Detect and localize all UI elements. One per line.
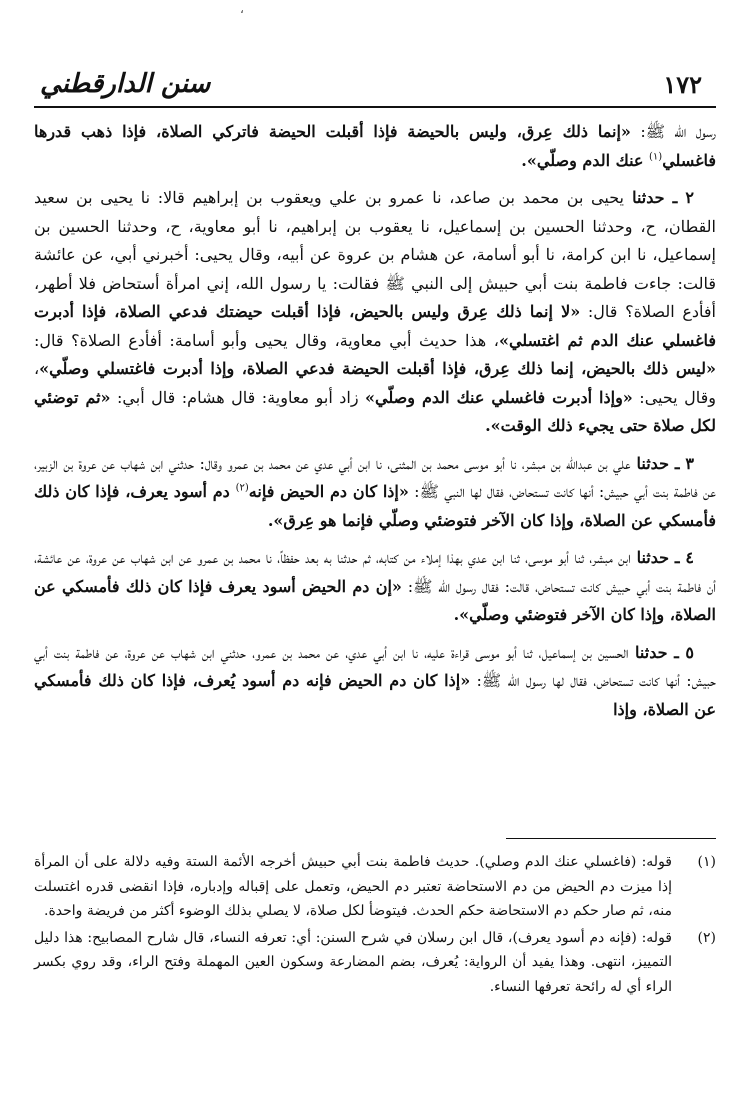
text-segment: ، هذا حديث أبي معاوية، وقال يحيى وأبو أسامة: أفأدع الصلاة؟ قال:	[34, 330, 499, 350]
footnote-ref: (٢)	[235, 482, 249, 494]
paragraph	[34, 118, 716, 175]
bold-text: «إن دم الحيض أسود يعرف فإذا كان ذلك فأمسكي عن الصلاة، وإذا كان الآخر فتوضئي وصلّي».	[34, 576, 716, 624]
page-header	[34, 62, 716, 108]
footnote-number: (٢)	[697, 929, 716, 946]
text-segment: ابن مبشر، ثنا أبو موسى، ثنا ابن عدي بهذا إملاء من كتابه، ثم حدثنا به بعد حفظاً، نا محمد بن عمرو عن ابن شهاب عن عروة، عن عائشة، أن فاطمة بنت أبي حبيش كانت تستحاض، قالت: فقال رسول الله ﷺ:	[34, 548, 716, 596]
footnotes	[34, 850, 716, 1001]
bold-text: ٥ ـ حدثنا	[628, 642, 694, 662]
bold-text: ٢ ـ حدثنا	[623, 188, 695, 207]
bold-text: «وإذا أدبرت فاغسلي عنك الدم وصلّي»	[365, 387, 633, 407]
bold-text: «ثم توضئي لكل صلاة حتى يجيء ذلك الوقت».	[34, 387, 716, 435]
bold-text: «ليس ذلك بالحيض، إنما ذلك عِرق، فإذا أقبلت الحيضة فدعي الصلاة، وإذا أدبرت فاغتسلي وصلّي»	[39, 359, 716, 378]
footnote	[34, 926, 716, 1000]
text-segment: يحيى بن محمد بن صاعد، نا عمرو بن علي ويعقوب بن إبراهيم قالا: نا يحيى بن سعيد القطان، ح، وحدثنا الحسين بن إسماعيل، نا يعقوب بن إبراهيم، نا أبو معاوية، ح، وحدثنا الحسين بن إسماعيل، نا ابن كرامة، نا أبو أسامة، عن هشام بن عروة عن أبيه، وقال يحيى: أخبرني أبي، عن عائشة قالت: جاءت فاطمة بنت أبي حبيش إلى النبي ﷺ فقالت: يا رسول الله، إني امرأة أستحاض فلا أطهر، أفأدع الصلاة؟ قال:	[34, 188, 717, 321]
bold-text: ٣ ـ حدثنا	[630, 453, 695, 473]
text-segment: الحسين بن إسماعيل، ثنا أبو موسى قراءة عليه، نا ابن أبي عدي، عن محمد بن عمرو، حدثني ابن شهاب عن عروة، عن فاطمة بنت أبي حبيش: أنها كانت تستحاض، فقال لها رسول الله ﷺ:	[34, 642, 717, 690]
book-title: سنن الدارقطني	[40, 69, 211, 99]
footnote-divider	[506, 838, 716, 839]
footnote-text: قوله: (فإنه دم أسود يعرف)، قال ابن رسلان في شرح السنن: أي: تعرفه النساء، قال شارح المصابيح: هذا دليل التمييز، انتهى. وهذا يفيد أن الرواية: يُعرف، بضم المضارعة وسكون العين المهملة وفتح الراء، وقد روي بكسر الراء أي له رائحة تعرفها النساء.	[34, 929, 672, 995]
text-segment: علي بن عبدالله بن مبشر، نا أبو موسى محمد بن المثنى، نا ابن أبي عدي عن محمد بن عمرو وقال: حدثني ابن شهاب عن عروة بن الزبير، عن فاطمة بنت أبي حبيش: أنها كانت تستحاض، فقال لها النبي ﷺ:	[34, 453, 717, 501]
bold-text: عنك الدم وصلّي».	[521, 150, 650, 170]
text-segment: ، وقال يحيى:	[34, 359, 717, 407]
paragraph	[34, 184, 716, 441]
paragraph	[34, 450, 716, 536]
page-number: ١٧٢	[663, 69, 702, 99]
footnote	[34, 850, 716, 924]
text-segment: رسول الله ﷺ:	[630, 122, 716, 141]
bold-text: «إذا كان دم الحيض فإنه دم أسود يُعرف، فإذا كان ذلك فأمسكي عن الصلاة، وإذا	[34, 671, 716, 719]
bold-text: «إذا كان دم الحيض فإنه	[248, 482, 409, 501]
paragraph	[34, 544, 716, 630]
main-text	[34, 118, 716, 733]
footnote-text: قوله: (فاغسلي عنك الدم وصلي). حديث فاطمة بنت أبي حبيش أخرجه الأئمة الستة وفيه دلالة على أن المرأة إذا ميزت دم الحيض من دم الاستحاضة تعتبر دم الحيض، وتعمل على إقباله وإدباره، فإذا انقضى قدره اغتسلت منه، ثم صار حكم دم الاستحاضة حكم الحدث. فيتوضأ لكل صلاة، لا يصلي بذلك الوضوء أكثر من فريضة واحدة.	[34, 854, 672, 919]
bold-text: «إنما ذلك عِرق، وليس بالحيضة فإذا أقبلت الحيضة فاتركي الصلاة، فإذا ذهب قدرها فاغسلي	[34, 122, 716, 170]
paragraph	[34, 639, 716, 725]
footnote-number: (١)	[697, 854, 716, 870]
footnote-ref: (١)	[649, 151, 663, 163]
bold-text: «لا إنما ذلك عِرق وليس بالحيض، فإذا أقبلت حيضتك فدعي الصلاة، فإذا أدبرت فاغسلي عنك الدم ثم اغتسلي»	[34, 302, 717, 350]
top-mark: ،	[240, 2, 244, 16]
text-segment: زاد أبو معاوية: قال هشام: قال أبي:	[110, 387, 366, 407]
bold-text: دم أسود يعرف، فإذا كان ذلك فأمسكي عن الصلاة، وإذا كان الآخر فتوضئي وصلّي فإنما هو عِرق».	[34, 482, 716, 530]
bold-text: ٤ ـ حدثنا	[630, 548, 695, 567]
